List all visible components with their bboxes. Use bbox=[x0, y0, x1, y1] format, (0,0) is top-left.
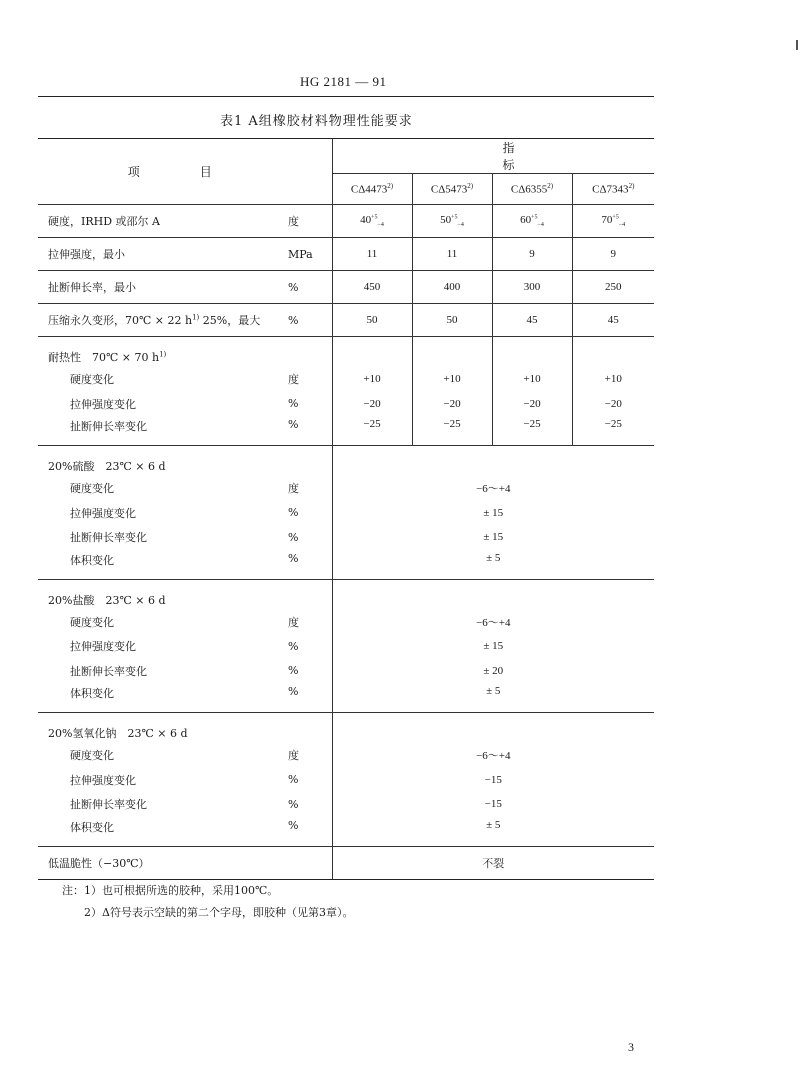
page-header: HG 2181 — 91 bbox=[300, 74, 387, 89]
table-row bbox=[38, 817, 654, 847]
cell-value: 250 bbox=[572, 271, 654, 304]
cell-value: 50 bbox=[332, 304, 412, 337]
row-unit: % bbox=[288, 530, 299, 544]
row-label: 体积变化 bbox=[38, 817, 288, 847]
cell-value: $60^{+5}_{-4}$ bbox=[492, 205, 572, 238]
group-title: 耐热性 70℃ × 70 $h^{1)}$ bbox=[48, 350, 167, 364]
table-row bbox=[38, 659, 654, 684]
table-row bbox=[38, 476, 654, 501]
table-row bbox=[38, 610, 654, 635]
row-unit: 度 bbox=[288, 482, 299, 496]
cell-value: ± 5 bbox=[332, 550, 654, 580]
cell-value: −25 bbox=[332, 416, 412, 446]
group-heading-row bbox=[38, 579, 654, 610]
row-unit: 度 bbox=[288, 373, 299, 387]
group-title: 20%盐酸 23℃ × 6 d bbox=[48, 593, 166, 607]
cell-value: −20 bbox=[332, 392, 412, 417]
cell-value: ± 5 bbox=[332, 817, 654, 847]
cell-value: −15 bbox=[332, 792, 654, 817]
cell-value: −6～+4 bbox=[332, 743, 654, 768]
cell-value: −6～+4 bbox=[332, 476, 654, 501]
row-label: 硬度变化 bbox=[70, 615, 114, 629]
row-label: 扯断伸长率，最小 bbox=[38, 271, 288, 304]
row-label: 扯断伸长率变化 bbox=[70, 531, 147, 545]
table-row bbox=[38, 238, 654, 271]
cell-value: 45 bbox=[572, 304, 654, 337]
row-label: 扯断伸长率变化 bbox=[70, 798, 147, 812]
table-row bbox=[38, 743, 654, 768]
row-unit: % bbox=[288, 506, 299, 520]
row-unit: MPa bbox=[288, 238, 332, 271]
row-unit: 度 bbox=[288, 749, 299, 763]
spec-table bbox=[38, 139, 695, 880]
cell-value: −25 bbox=[492, 416, 572, 446]
table-row bbox=[38, 634, 654, 659]
row-label: 硬度变化 bbox=[70, 482, 114, 496]
row-label: 扯断伸长率变化 bbox=[38, 416, 288, 446]
row-label: 拉伸强度变化 bbox=[70, 397, 136, 411]
row-label: 拉伸强度变化 bbox=[70, 773, 136, 787]
row-label: 扯断伸长率变化 bbox=[70, 664, 147, 678]
header-row bbox=[38, 139, 654, 174]
row-unit: 度 bbox=[288, 615, 299, 629]
grade-label: CΔ5473$^{2)}$ bbox=[412, 174, 492, 205]
cell-value: ± 15 bbox=[332, 525, 654, 550]
cell-value: +10 bbox=[412, 367, 492, 392]
table-row bbox=[38, 768, 654, 793]
row-unit: % bbox=[288, 397, 299, 411]
cell-value: 11 bbox=[412, 238, 492, 271]
row-label: 硬度变化 bbox=[70, 373, 114, 387]
row-unit: % bbox=[288, 773, 299, 787]
table-row bbox=[38, 392, 654, 417]
row-unit: % bbox=[288, 639, 299, 653]
cell-value: −20 bbox=[572, 392, 654, 417]
header-rule bbox=[38, 96, 654, 97]
table-title: 表1 A组橡胶材料物理性能要求 bbox=[220, 114, 413, 129]
group-title: 20%氢氧化钠 23℃ × 6 d bbox=[48, 727, 188, 740]
row-label: 拉伸强度，最小 bbox=[38, 238, 288, 271]
row-unit: % bbox=[288, 683, 332, 713]
table-notes bbox=[62, 880, 353, 924]
page-number: 3 bbox=[628, 1040, 634, 1054]
row-label: 硬度变化 bbox=[70, 749, 114, 763]
row-unit: % bbox=[288, 550, 332, 580]
cell-value: $40^{+5}_{-4}$ bbox=[332, 205, 412, 238]
table-row bbox=[38, 525, 654, 550]
cell-value: −25 bbox=[412, 416, 492, 446]
row-label: 硬度，IRHD 或邵尔 A bbox=[38, 205, 288, 238]
row-unit: 度 bbox=[288, 205, 332, 238]
cell-value: 9 bbox=[572, 238, 654, 271]
table-row bbox=[38, 367, 654, 392]
grade-label: CΔ6355$^{2)}$ bbox=[492, 174, 572, 205]
row-label: 体积变化 bbox=[38, 550, 288, 580]
row-unit: % bbox=[288, 416, 332, 446]
cell-value: 11 bbox=[332, 238, 412, 271]
row-label: 拉伸强度变化 bbox=[70, 506, 136, 520]
note-2: 2）Δ符号表示空缺的第二个字母，即胶种（见第3章）。 bbox=[84, 906, 354, 919]
cell-value: 400 bbox=[412, 271, 492, 304]
row-unit: % bbox=[288, 271, 332, 304]
cell-value: ± 5 bbox=[332, 683, 654, 713]
edge-mark bbox=[796, 40, 798, 50]
row-unit: % bbox=[288, 304, 332, 337]
table-row bbox=[38, 792, 654, 817]
row-unit: % bbox=[288, 797, 299, 811]
row-label: 体积变化 bbox=[38, 683, 288, 713]
table-row bbox=[38, 416, 654, 446]
cell-value: 300 bbox=[492, 271, 572, 304]
header-spec: 指标 bbox=[332, 139, 654, 174]
cell-value: −15 bbox=[332, 768, 654, 793]
table-row bbox=[38, 846, 654, 879]
row-label: 拉伸强度变化 bbox=[70, 640, 136, 654]
header-item: 项目 bbox=[38, 139, 332, 205]
cell-value: 450 bbox=[332, 271, 412, 304]
cell-value: 50 bbox=[412, 304, 492, 337]
grade-label: CΔ4473$^{2)}$ bbox=[332, 174, 412, 205]
cell-value: 不裂 bbox=[332, 846, 654, 879]
group-title: 20%硫酸 23℃ × 6 d bbox=[48, 460, 166, 473]
row-label: 低温脆性（−30℃） bbox=[38, 846, 332, 879]
table-row bbox=[38, 550, 654, 580]
row-unit: % bbox=[288, 817, 332, 847]
table-row bbox=[38, 683, 654, 713]
table-row bbox=[38, 271, 654, 304]
cell-value: +10 bbox=[332, 367, 412, 392]
cell-value: +10 bbox=[492, 367, 572, 392]
table-row bbox=[38, 304, 654, 337]
cell-value: −20 bbox=[492, 392, 572, 417]
row-unit: % bbox=[288, 664, 299, 678]
cell-value: ± 20 bbox=[332, 659, 654, 684]
cell-value: 9 bbox=[492, 238, 572, 271]
cell-value: ± 15 bbox=[332, 634, 654, 659]
group-heading-row bbox=[38, 337, 654, 368]
cell-value: −20 bbox=[412, 392, 492, 417]
note-1: 注：1）也可根据所选的胶种，采用100℃。 bbox=[62, 884, 279, 897]
table-row bbox=[38, 501, 654, 526]
cell-value: 45 bbox=[492, 304, 572, 337]
cell-value: −6～+4 bbox=[332, 610, 654, 635]
grade-label: CΔ7343$^{2)}$ bbox=[572, 174, 654, 205]
cell-value: ± 15 bbox=[332, 501, 654, 526]
cell-value: $70^{+5}_{-4}$ bbox=[572, 205, 654, 238]
cell-value: −25 bbox=[572, 416, 654, 446]
table-row bbox=[38, 205, 654, 238]
cell-value: +10 bbox=[572, 367, 654, 392]
group-heading-row bbox=[38, 446, 654, 477]
cell-value: $50^{+5}_{-4}$ bbox=[412, 205, 492, 238]
row-label: 压缩永久变形，70℃ × 22 $h^{1)}$ 25%，最大 bbox=[38, 304, 288, 337]
group-heading-row bbox=[38, 713, 654, 744]
